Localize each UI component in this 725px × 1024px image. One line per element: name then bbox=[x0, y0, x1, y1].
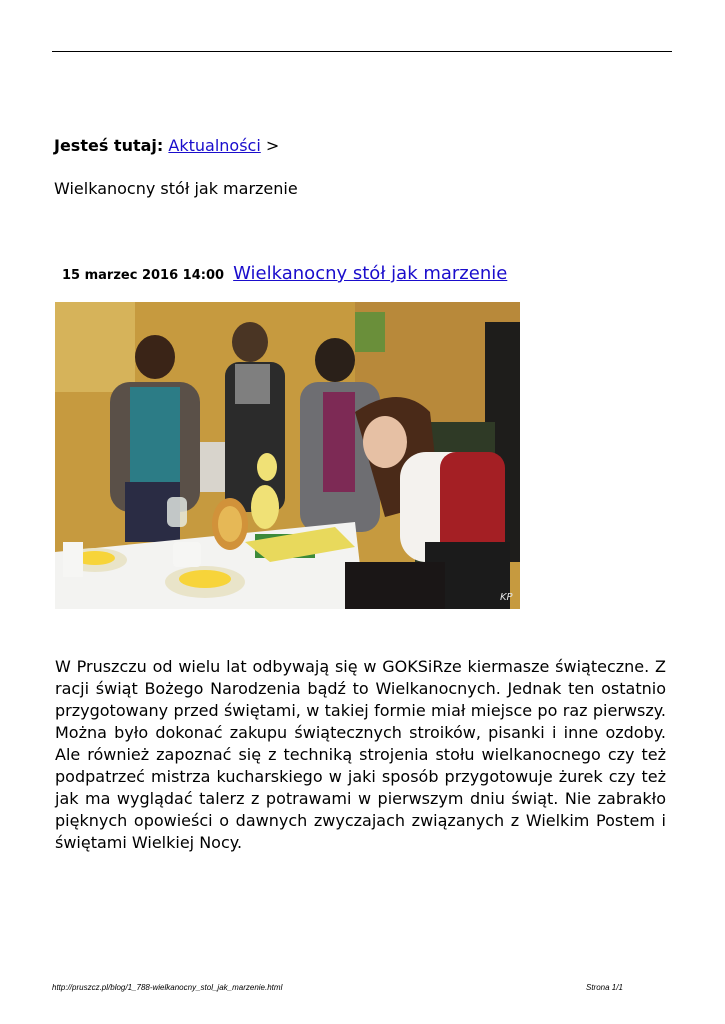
post-title-link[interactable]: Wielkanocny stół jak marzenie bbox=[233, 263, 508, 284]
breadcrumb-label: Jesteś tutaj: bbox=[54, 136, 164, 155]
page-title: Wielkanocny stół jak marzenie bbox=[54, 179, 298, 198]
post-photo bbox=[55, 302, 520, 609]
breadcrumb-separator: > bbox=[265, 136, 280, 155]
header-rule bbox=[52, 51, 672, 52]
footer-page-number: Strona 1/1 bbox=[586, 983, 623, 992]
breadcrumb bbox=[54, 136, 279, 156]
post-header bbox=[62, 263, 507, 284]
post-date: 15 marzec 2016 14:00 bbox=[62, 268, 225, 283]
photo-watermark: KP bbox=[500, 592, 513, 603]
footer-url: http://pruszcz.pl/blog/1_788-wielkanocny_stol_jak_marzenie.html bbox=[52, 983, 283, 992]
breadcrumb-link-aktualnosci[interactable]: Aktualności bbox=[168, 136, 261, 155]
article-body: W Pruszczu od wielu lat odbywają się w GOKSiRze kiermasze świąteczne. Z racji świąt Bożego Narodzenia bądź to Wielkanocnych. Jednak ten ostatnio przygotowany przed świętami, w takiej formie miał miejsce po raz pierwszy. Można było dokonać zakupu świątecznych stroików, pisanki i inne ozdoby. Ale również zapoznać się z techniką strojenia stołu wielkanocnego czy też podpatrzeć mistrza kucharskiego w jaki sposób przygotowuje żurek czy też jak ma wyglądać talerz z potrawami w pierwszym dniu świąt. Nie zabrakło pięknych opowieści o dawnych zwyczajach związanych z Wielkim Postem i świętami Wielkiej Nocy. bbox=[55, 657, 666, 852]
